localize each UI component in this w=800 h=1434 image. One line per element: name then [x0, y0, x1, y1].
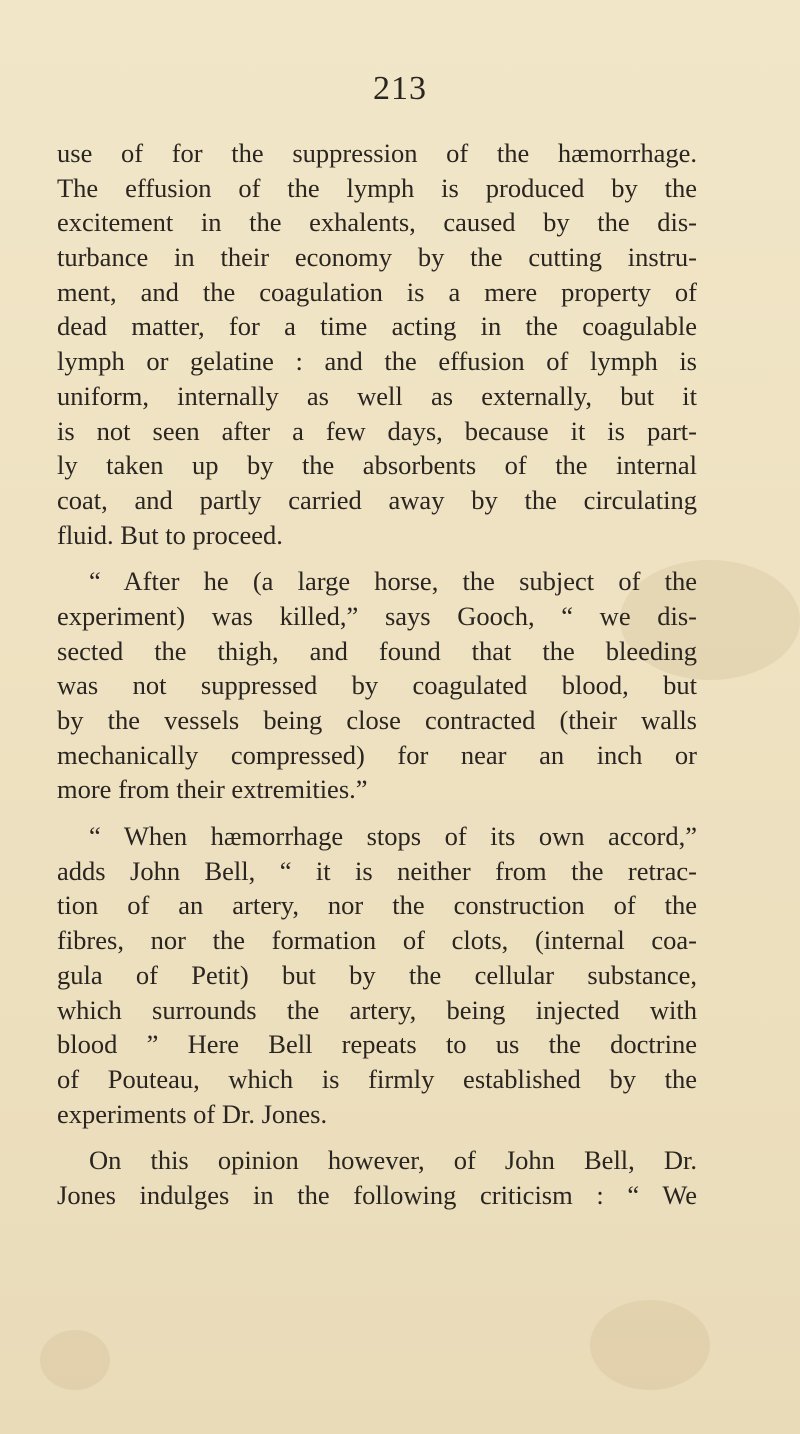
- text-line: experiments of Dr. Jones.: [57, 1098, 328, 1129]
- paper-stain: [40, 1330, 110, 1390]
- text-line: adds John Bell, “ it is neither from the retrac-: [57, 855, 697, 886]
- text-line: use of for the suppression of the hæmorrhage.: [57, 138, 697, 168]
- text-line: was not suppressed by coagulated blood, but: [57, 670, 697, 701]
- text-line: experiment) was killed,” says Gooch, “ we dis-: [57, 600, 697, 631]
- text-line: sected the thigh, and found that the bleeding: [57, 635, 697, 666]
- text-line: by the vessels being close contracted (their walls: [57, 705, 697, 735]
- body-text: [57, 136, 697, 1213]
- text-line: more from their extremities.”: [57, 774, 368, 805]
- paragraph-gap: [57, 807, 697, 819]
- text-line: On this opinion however, of John Bell, Dr.: [89, 1145, 697, 1176]
- text-line: The effusion of the lymph is produced by the: [57, 172, 697, 203]
- text-line: is not seen after a few days, because it is part-: [57, 415, 697, 446]
- text-line: mechanically compressed) for near an inch or: [57, 739, 697, 770]
- text-line: gula of Petit) but by the cellular substance,: [57, 959, 697, 990]
- text-line: which surrounds the artery, being injected with: [57, 994, 697, 1025]
- paragraph: [57, 136, 697, 552]
- text-line: “ After he (a large horse, the subject of the: [89, 566, 697, 597]
- text-line: tion of an artery, nor the construction of the: [57, 890, 697, 921]
- text-line: ment, and the coagulation is a mere property of: [57, 276, 697, 307]
- paragraph: [57, 819, 697, 1131]
- page-number: 213: [373, 70, 427, 107]
- paper-stain: [590, 1300, 710, 1390]
- text-line: of Pouteau, which is firmly established by the: [57, 1063, 697, 1094]
- paragraph-gap: [57, 1131, 697, 1143]
- text-line: lymph or gelatine : and the effusion of lymph is: [57, 346, 697, 377]
- text-line: coat, and partly carried away by the circulating: [57, 484, 697, 515]
- paragraph: [57, 1143, 697, 1212]
- paragraph: [57, 564, 697, 807]
- text-line: uniform, internally as well as externally, but it: [57, 380, 697, 411]
- text-line: dead matter, for a time acting in the coagulable: [57, 311, 697, 342]
- text-line: ly taken up by the absorbents of the internal: [57, 450, 697, 481]
- text-line: turbance in their economy by the cutting instru-: [57, 242, 697, 273]
- text-line: “ When hæmorrhage stops of its own accord,”: [89, 821, 697, 852]
- text-line: fluid. But to proceed.: [57, 519, 283, 550]
- text-line: excitement in the exhalents, caused by the dis-: [57, 207, 697, 238]
- text-line: Jones indulges in the following criticism : “ We: [57, 1179, 697, 1210]
- text-line: blood ” Here Bell repeats to us the doctrine: [57, 1029, 697, 1060]
- text-line: fibres, nor the formation of clots, (internal coa-: [57, 925, 697, 956]
- paragraph-gap: [57, 552, 697, 564]
